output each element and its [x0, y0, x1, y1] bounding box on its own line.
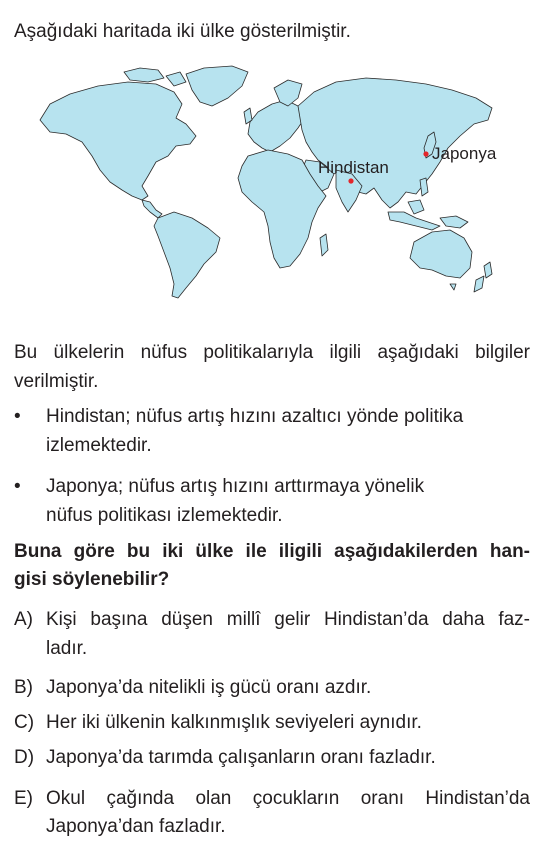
- option-c-text: Her iki ülkenin kalkınmışlık seviyeleri aynıdır.: [46, 712, 422, 733]
- option-b-label: B): [14, 677, 33, 698]
- bullet-1-line-1: Hindistan; nüfus artış hızını azaltıcı yönde politika: [46, 406, 464, 427]
- arctic-islands-landmass: [124, 68, 164, 82]
- option-d-label: D): [14, 747, 35, 768]
- info-line-1: Bu ülkelerin nüfus politikalarıyla ilgili aşağıdaki bilgiler: [14, 342, 530, 363]
- option-b-text: Japonya’da nitelikli iş gücü oranı azdır.: [46, 677, 372, 698]
- map-label-japan: Japonya: [432, 144, 497, 163]
- japan-marker: [423, 151, 428, 156]
- south-america-landmass: [154, 212, 220, 298]
- world-map: [36, 62, 502, 304]
- new-guinea-landmass: [440, 216, 468, 228]
- option-e-label: E): [14, 788, 33, 809]
- option-c-label: C): [14, 712, 35, 733]
- bullet-2-line-1: Japonya; nüfus artış hızını arttırmaya yönelik: [46, 476, 425, 497]
- intro-text: Aşağıdaki haritada iki ülke gösterilmiştir.: [14, 21, 351, 42]
- new-zealand-south-landmass: [474, 276, 484, 292]
- option-a-line-1: Kişi başına düşen millî gelir Hindistan’da daha faz-: [46, 609, 530, 630]
- bullet-2-line-2: nüfus politikası izlemektedir.: [46, 505, 283, 526]
- north-america-landmass: [40, 82, 196, 200]
- option-a-line-2: ladır.: [46, 638, 88, 659]
- new-zealand-landmass: [484, 262, 492, 278]
- option-e-line-1: Okul çağında olan çocukların oranı Hindistan’da: [46, 788, 530, 809]
- bullet-symbol: •: [14, 476, 21, 497]
- europe-landmass: [248, 100, 306, 152]
- indonesia-landmass: [388, 212, 440, 230]
- question-line-1: Buna göre bu iki ülke ile iligili aşağıdakilerden han-: [14, 541, 530, 562]
- map-label-india: Hindistan: [318, 158, 389, 177]
- borneo-landmass: [408, 200, 424, 214]
- info-line-2: verilmiştir.: [14, 371, 99, 392]
- option-e-line-2: Japonya’dan fazladır.: [46, 816, 226, 837]
- tasmania-landmass: [450, 284, 456, 290]
- greenland-landmass: [186, 66, 248, 106]
- option-d-text: Japonya’da tarımda çalışanların oranı fazladır.: [46, 747, 436, 768]
- australia-landmass: [410, 230, 472, 278]
- bullet-symbol: •: [14, 406, 21, 427]
- india-marker: [348, 178, 353, 183]
- arctic-island-2-landmass: [166, 72, 186, 86]
- question-line-2: gisi söylenebilir?: [14, 569, 170, 590]
- bullet-1-line-2: izlemektedir.: [46, 435, 152, 456]
- central-america-landmass: [142, 200, 162, 218]
- madagascar-landmass: [320, 234, 328, 256]
- option-a-label: A): [14, 609, 33, 630]
